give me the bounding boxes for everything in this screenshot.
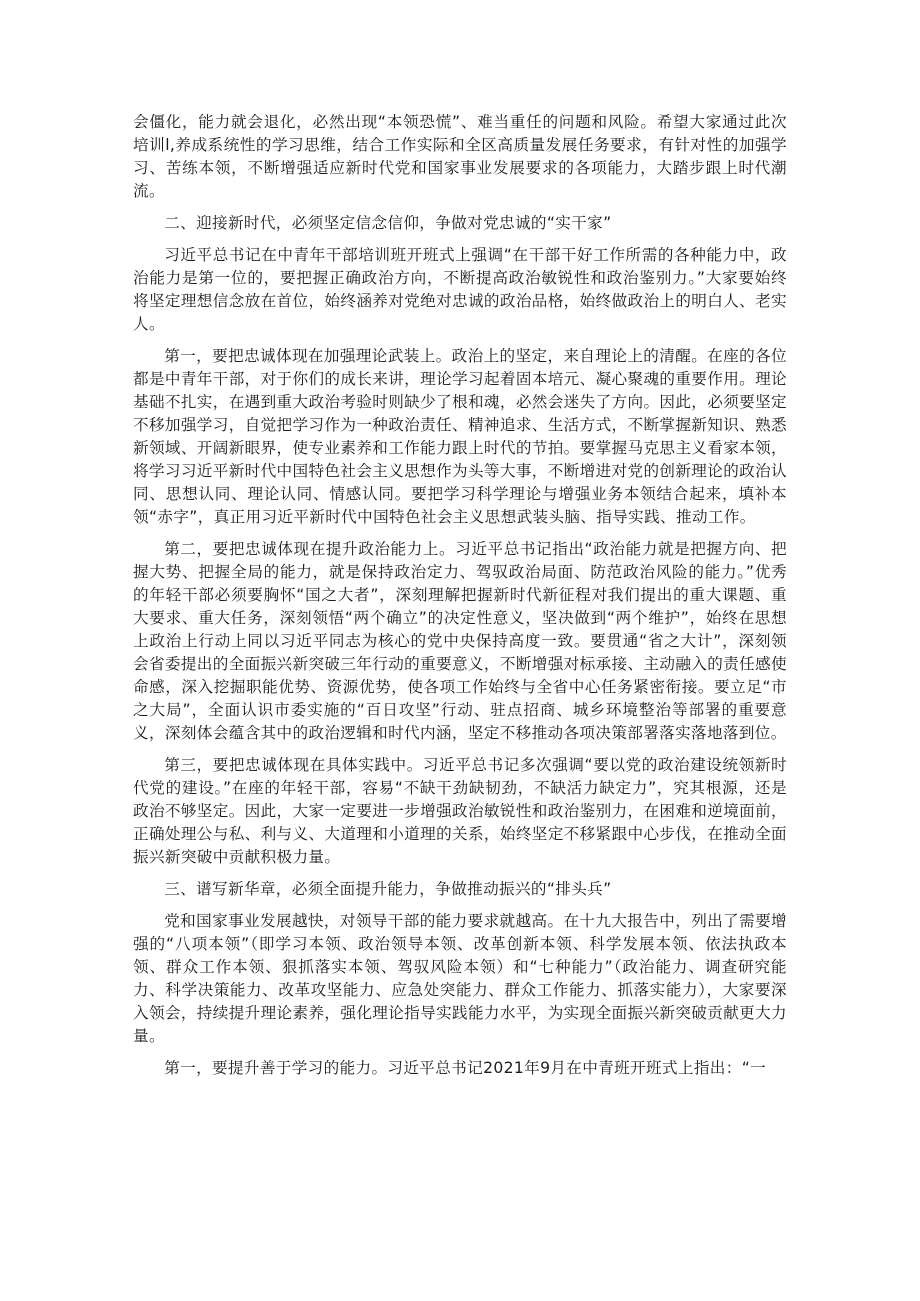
section-heading-two: 二、迎接新时代，必须坚定信念信仰，争做对党忠诚的“实干家” [164,214,612,232]
document-page [133,111,787,1080]
paragraph: 第一，要把忠诚体现在加强理论武装上。政治上的坚定，来自理论上的清醒。在座的各位都是中青年干部，对于你们的成长来讲，理论学习起着固本培元、凝心聚魂的重要作用。理论基础不扎实，在遇到重大政治考验时则缺少了根和魂，必然会迷失了方向。因此，必须要坚定不移加强学习，自觉把学习作为一种政治责任、精神追求、生活方式，不断掌握新知识、熟悉新领域、开阔新眼界，使专业素养和工作能力跟上时代的节拍。要掌握马克思主义看家本领，将学习习近平新时代中国特色社会主义思想作为头等大事，不断增进对党的创新理论的政治认同、思想认同、理论认同、情感认同。要把学习科学理论与增强业务本领结合起来，填补本领“赤字”，真正用习近平新时代中国特色社会主义思想武装头脑、指导实践、推动工作。 [133,347,787,526]
paragraph: 第二，要把忠诚体现在提升政治能力上。习近平总书记指出“政治能力就是把握方向、把握大势、把握全局的能力，就是保持政治定力、驾驭政治局面、防范政治风险的能力。”优秀的年轻干部必须要胸怀“国之大者”，深刻理解把握新时代新征程对我们提出的重大课题、重大要求、重大任务，深刻领悟“两个确立”的决定性意义，坚决做到“两个维护”，始终在思想上政治上行动上同以习近平同志为核心的党中央保持高度一致。要贯通“省之大计”，深刻领会省委提出的全面振兴新突破三年行动的重要意义，不断增强对标承接、主动融入的责任感使命感，深入挖掘职能优势、资源优势，使各项工作始终与全省中心任务紧密衔接。要立足“市之大局”，全面认识市委实施的“百日攻坚”行动、驻点招商、城乡环境整治等部署的重要意义，深刻体会蕴含其中的政治逻辑和时代内涵，坚定不移推动各项决策部署落实落地落到位。 [133,540,787,742]
paragraph-continuation: 会僵化，能力就会退化，必然出现“本领恐慌”、难当重任的问题和风险。希望大家通过此次培训l,养成系统性的学习思维，结合工作实际和全区高质量发展任务要求，有针对性的加强学习、苦练本领，不断增强适应新时代党和国家事业发展要求的各项能力，大踏步跟上时代潮流。 [133,113,787,200]
paragraph: 党和国家事业发展越快，对领导干部的能力要求就越高。在十九大报告中，列出了需要增强的“八项本领”（即学习本领、政治领导本领、改革创新本领、科学发展本领、依法执政本领、群众工作本领、狠抓落实本领、驾驭风险本领）和“七种能力”（政治能力、调查研究能力、科学决策能力、改革攻坚能力、应急处突能力、群众工作能力、抓落实能力），大家要深入领会，持续提升理论素养，强化理论指导实践能力水平，为实现全面振兴新突破贡献更大力量。 [133,912,787,1045]
paragraph: 习近平总书记在中青年干部培训班开班式上强调“在干部干好工作所需的各种能力中，政治能力是第一位的，要把握正确政治方向，不断提高政治敏锐性和政治鉴别力。”大家要始终将坚定理想信念放在首位，始终涵养对党绝对忠诚的政治品格，始终做政治上的明白人、老实人。 [133,246,787,333]
paragraph-truncated: 第一，要提升善于学习的能力。习近平总书记2021年9月在中青班开班式上指出：“一 [164,1059,767,1077]
paragraph: 第三，要把忠诚体现在具体实践中。习近平总书记多次强调“要以党的政治建设统领新时代党的建设。”在座的年轻干部，容易“不缺干劲缺韧劲，不缺活力缺定力”，究其根源，还是政治不够坚定。因此，大家一定要进一步增强政治敏锐性和政治鉴别力，在困难和逆境面前，正确处理公与私、利与义、大道理和小道理的关系，始终坚定不移紧跟中心步伐，在推动全面振兴新突破中贡献积极力量。 [133,756,787,866]
section-heading-three: 三、谱写新华章，必须全面提升能力，争做推动振兴的“排头兵” [164,880,612,898]
